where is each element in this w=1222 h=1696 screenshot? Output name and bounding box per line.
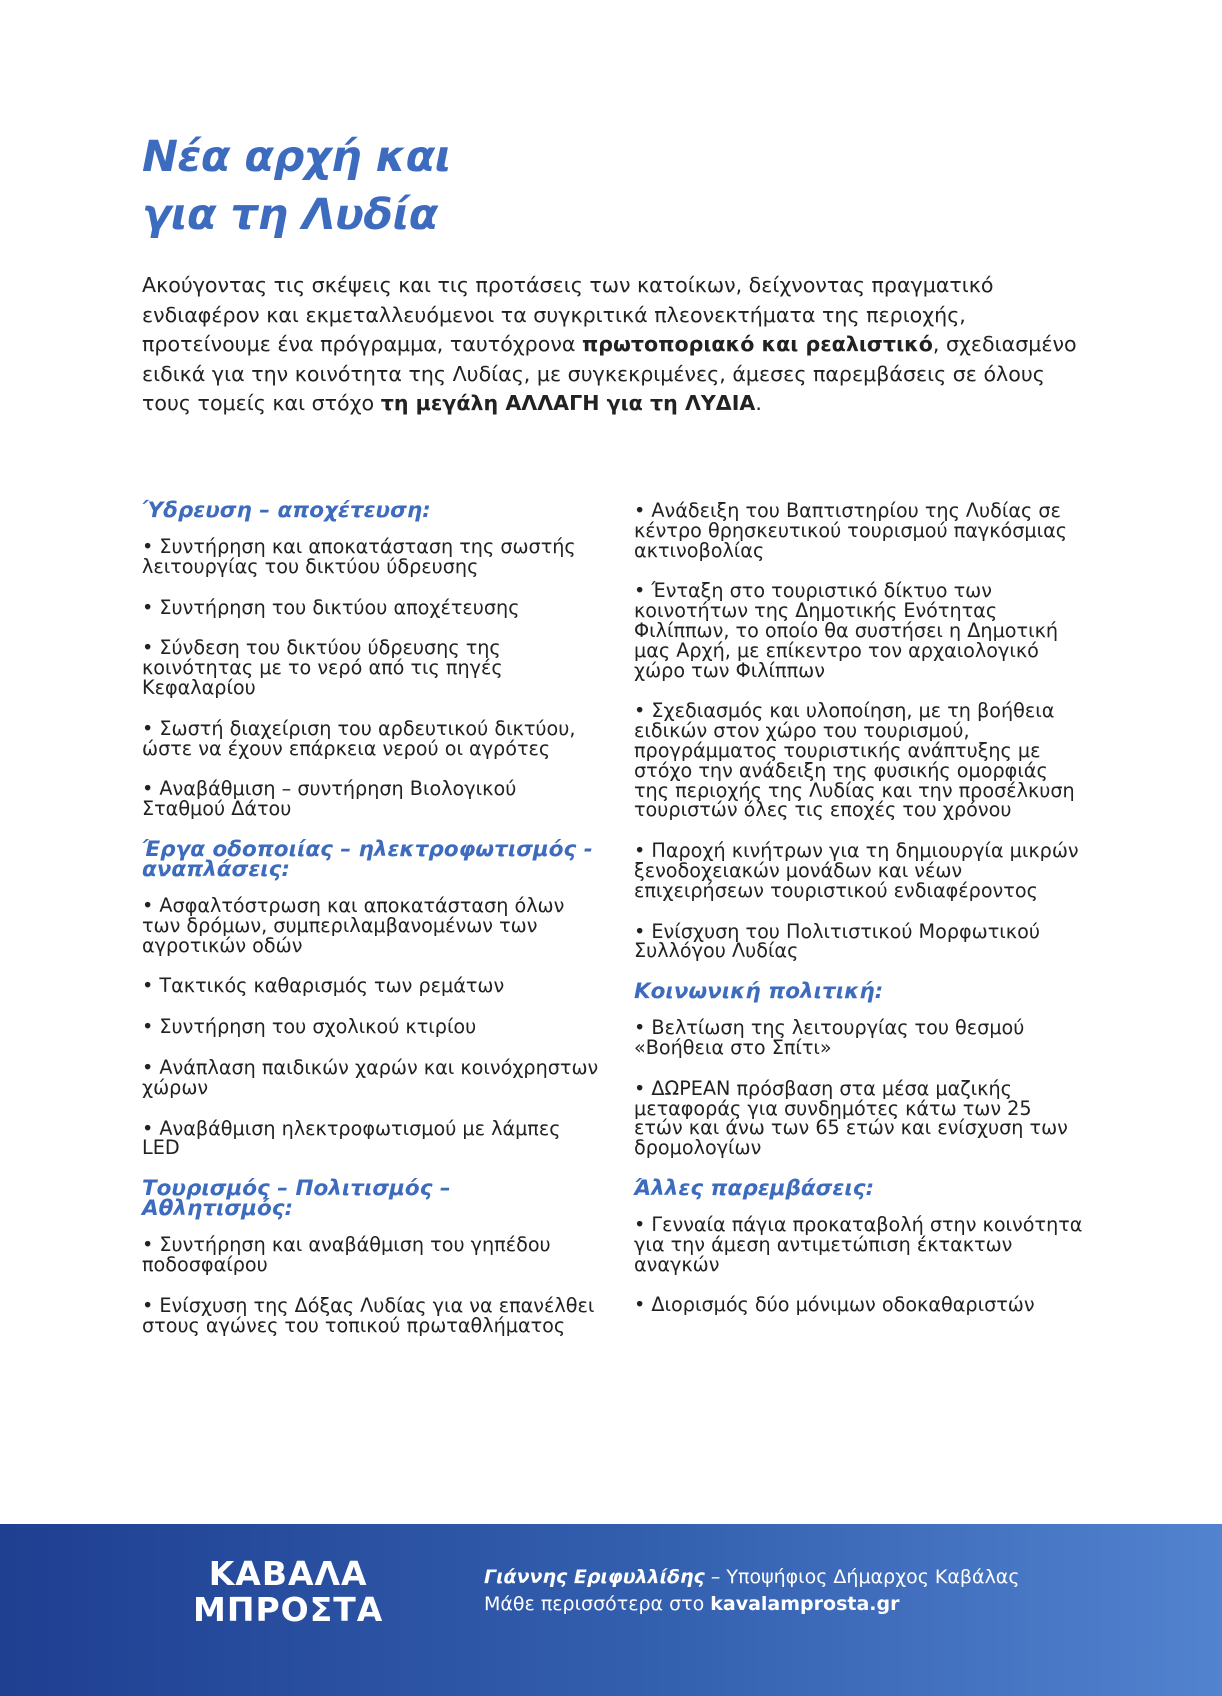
intro-text-2: , σχεδιασμένο ειδικά για την κοινότητα της Λυδίας, με συγκεκριμένες, άμεσες παρεμβάσεις σε όλους τους τομείς και στόχο — [142, 332, 1077, 416]
section-heading: Άλλες παρεμβάσεις: — [634, 1175, 875, 1201]
bullet-item: • Αναβάθμιση – συντήρηση Βιολογικού Σταθμού Δάτου — [142, 777, 517, 821]
bullet-item: • Ενίσχυση της Δόξας Λυδίας για να επανέλθει στους αγώνες του τοπικού πρωταθλήματος — [142, 1293, 595, 1337]
bullet-item: • Ανάδειξη του Βαπτιστηρίου της Λυδίας σε κέντρο θρησκευτικού τουρισμού παγκόσμιας ακτινοβολίας — [634, 499, 1068, 562]
website-line — [484, 1591, 1020, 1618]
logo-line-2: ΜΠΡΟΣΤΑ — [193, 1590, 384, 1629]
bullet-item: • Διορισμός δύο μόνιμων οδοκαθαριστών — [634, 1293, 1035, 1317]
candidate-name: Γιάννης Εριφυλλίδης — [484, 1566, 705, 1588]
section-heading: Τουρισμός – Πολιτισμός – Αθλητισμός: — [142, 1176, 451, 1222]
intro-text-3: . — [755, 391, 762, 416]
candidate-line — [484, 1564, 1020, 1591]
left-column — [142, 498, 602, 1356]
bullet-item: • Ένταξη στο τουριστικό δίκτυο των κοινοτήτων της Δημοτικής Ενότητας Φιλίππων, το οποίο θα συστήσει η Δημοτική μας Αρχή, με επίκεντρο τον αρχαιολογικό χώρο των Φιλίππων — [634, 579, 1059, 682]
intro-text-1: Ακούγοντας τις σκέψεις και τις προτάσεις των κατοίκων, δείχνοντας πραγματικό ενδιαφέρον και εκμεταλλευόμενοι τα συγκριτικά πλεονεκτήματα της περιοχής, προτείνουμε ένα πρόγραμμα, ταυτόχρονα — [142, 273, 994, 357]
bullet-item: • Παροχή κινήτρων για τη δημιουργία μικρών ξενοδοχειακών μονάδων και νέων επιχειρήσεων τουριστικού ενδιαφέροντος — [634, 839, 1079, 902]
bullet-item: • ΔΩΡΕΑΝ πρόσβαση στα μέσα μαζικής μεταφοράς για συνδημότες κάτω των 25 ετών και άνω των 65 ετών και ενίσχυση των δρομολογίων — [634, 1076, 1068, 1160]
section-heading: Έργα οδοποιίας – ηλεκτροφωτισμός - αναπλάσεις: — [142, 836, 593, 882]
more-info-text: Μάθε περισσότερα στο — [484, 1593, 711, 1615]
page-title — [142, 128, 451, 244]
title-line-2: για τη Λυδία — [142, 190, 438, 240]
kavala-mprosta-logo — [193, 1556, 383, 1628]
footer-info — [484, 1564, 1020, 1618]
bullet-item: • Γενναία πάγια προκαταβολή στην κοινότητα για την άμεση αντιμετώπιση έκτακτων αναγκών — [634, 1212, 1083, 1276]
candidate-role: – Υποψήφιος Δήμαρχος Καβάλας — [704, 1566, 1020, 1588]
bullet-item: • Σχεδιασμός και υλοποίηση, με τη βοήθεια ειδικών στον χώρο του τουρισμού, προγράμματος τουριστικής ανάπτυξης με στόχο την ανάδειξη της φυσικής ομορφιάς της περιοχής της Λυδίας και την προσέλκυση τουριστών όλες τις εποχές του χρόνου — [634, 699, 1075, 822]
bullet-item: • Συντήρηση του δικτύου αποχέτευσης — [142, 595, 520, 619]
bullet-item: • Σωστή διαχείριση του αρδευτικού δικτύου, ώστε να έχουν επάρκεια νερού οι αγρότες — [142, 716, 576, 760]
bullet-item: • Ενίσχυση του Πολιτιστικού Μορφωτικού Συλλόγου Λυδίας — [634, 919, 1040, 963]
right-column — [634, 501, 1084, 1336]
footer-banner — [0, 1524, 1222, 1696]
intro-bold-2: τη μεγάλη ΑΛΛΑΓΗ για τη ΛΥΔΙΑ — [380, 391, 756, 416]
bullet-item: • Συντήρηση και αναβάθμιση του γηπέδου ποδοσφαίρου — [142, 1233, 551, 1276]
section-heading: Ύδρευση – αποχέτευση: — [142, 498, 431, 523]
bullet-item: • Ανάπλαση παιδικών χαρών και κοινόχρηστων χώρων — [142, 1055, 599, 1099]
bullet-item: • Συντήρηση του σχολικού κτιρίου — [142, 1015, 477, 1039]
bullet-item: • Ασφαλτόστρωση και αποκατάσταση όλων των δρόμων, συμπεριλαμβανομένων των αγροτικών οδών — [142, 893, 565, 957]
website-link[interactable]: kavalamprosta.gr — [710, 1593, 900, 1615]
bullet-item: • Συντήρηση και αποκατάσταση της σωστής λειτουργίας του δικτύου ύδρευσης — [142, 535, 576, 578]
intro-bold-1: πρωτοποριακό και ρεαλιστικό — [581, 332, 933, 357]
bullet-item: • Τακτικός καθαρισμός των ρεμάτων — [142, 974, 505, 998]
section-heading: Κοινωνική πολιτική: — [634, 979, 884, 1005]
intro-paragraph — [142, 271, 1082, 419]
bullet-item: • Βελτίωση της λειτουργίας του θεσμού «Βοήθεια στο Σπίτι» — [634, 1016, 1025, 1059]
bullet-item: • Σύνδεση του δικτύου ύδρευσης της κοινότητας με το νερό από τις πηγές Κεφαλαρίου — [142, 636, 503, 699]
title-line-1: Νέα αρχή και — [142, 132, 451, 182]
logo-line-1: ΚΑΒΑΛΑ — [208, 1554, 368, 1593]
bullet-item: • Αναβάθμιση ηλεκτροφωτισμού με λάμπες LED — [142, 1116, 561, 1160]
